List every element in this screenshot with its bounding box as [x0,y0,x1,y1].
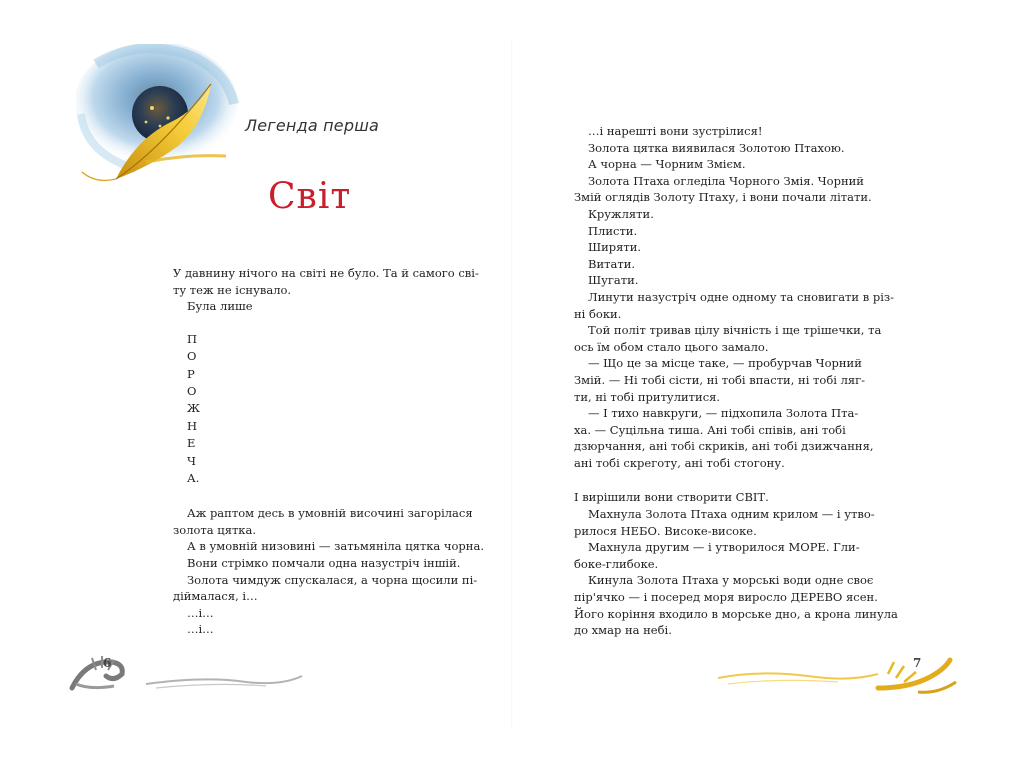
paragraph-line: Махнула Золота Птаха одним крилом — і утво- [588,507,875,522]
vertical-letter: Р [187,366,195,381]
paragraph-line: Золота цятка виявилася Золотою Птахою. [588,140,845,155]
paragraph-line: рилося НЕБО. Високе-високе. [574,523,757,538]
paragraph-line: ані тобі скреготу, ані тобі стогону. [574,455,785,470]
paragraph-line: — І тихо навкруги, — підхопила Золота Пта- [588,406,859,421]
paragraph-line: Плисти. [588,223,638,238]
paragraph-line: …і нарешті вони зустрілися! [588,124,763,138]
paragraph-line: Золота Птаха огледіла Чорного Змія. Чорний [588,173,864,188]
vertical-letter: П [187,331,198,346]
chapter-title: Світ [268,176,352,217]
page-number-right: 7 [913,656,922,670]
paragraph-line: боке-глибоке. [574,556,659,571]
paragraph-line: Линути назустріч одне одному та сновигати в різ- [588,289,895,304]
paragraph-line: Той політ тривав цілу вічність і ще трішечки, та [588,323,882,338]
right-footer-ornament [718,648,963,698]
paragraph-line: А в умовній низовині — затьмяніла цятка чорна. [187,539,484,554]
ellipsis-line: …і… [187,605,214,620]
page-gutter [511,40,513,730]
vertical-letter: Е [187,436,196,451]
right-page-text [574,123,898,639]
paragraph-line: Витати. [588,256,636,271]
golden-feather-illustration [76,44,241,189]
paragraph-line: ту теж не існувало. [173,282,292,297]
paragraph-line: Вони стрімко помчали одна назустріч іншій. [187,556,461,571]
paragraph-line: У давнину нічого на світі не було. Та й самого сві- [173,266,479,280]
paragraph-line: Його коріння входило в морське дно, а крона линула [574,606,898,621]
paragraph-line: Кружляти. [588,206,654,221]
paragraph-line: Шугати. [588,273,639,288]
paragraph-line: Змій. — Ні тобі сісти, ні тобі впасти, ні тобі ляг- [574,372,866,387]
paragraph-line: Змій оглядів Золоту Птаху, і вони почали літати. [574,190,872,205]
paragraph-line: Золота чимдуж спускалася, а чорна щосили пі- [187,572,478,587]
vertical-letter: О [187,383,197,398]
vertical-letter: Ж [187,401,200,416]
paragraph-line: пір'ячко — і посеред моря виросло ДЕРЕВО ясен. [574,590,878,605]
paragraph-line: золота цятка. [173,522,257,537]
paragraph-line: Кинула Золота Птаха у морські води одне своє [588,573,874,588]
ellipsis-line: …і… [187,622,214,637]
paragraph-line: Аж раптом десь в умовній височині загорілася [187,506,473,521]
paragraph-line: дiймалася, і… [173,589,258,604]
vertical-letter: А. [187,470,200,485]
vertical-letter: Ч [187,453,196,468]
page-number-left: 6 [103,656,112,670]
paragraph-line: Ширяти. [588,240,642,255]
vertical-letter: О [187,349,197,364]
paragraph-line: ось їм обом стало цього замало. [574,339,769,354]
paragraph-line: І вирішили вони створити СВІТ. [574,490,769,505]
paragraph-gap [574,471,854,489]
paragraph-line: ха. — Суцільна тиша. Ані тобі співів, ані тобі [574,422,846,437]
paragraph-line: Була лише [187,299,253,314]
left-page-text [173,265,484,638]
paragraph-line: до хмар на небі. [574,623,672,638]
paragraph-line: дзюрчання, ані тобі скриків, ані тобі дзижчання, [574,439,874,454]
paragraph-line: Махнула другим — і утворилося МОРЕ. Гли- [588,540,860,555]
vertical-word [173,331,453,488]
paragraph-line: ти, ні тобі притулитися. [574,389,721,404]
legend-title: Легенда перша [245,116,380,135]
vertical-letter: Н [187,418,198,433]
paragraph-line: А чорна — Чорним Змієм. [588,157,746,172]
left-footer-ornament [66,646,306,696]
paragraph-line: ні боки. [574,306,622,321]
paragraph-line: — Що це за місце таке, — пробурчав Чорний [588,356,862,371]
